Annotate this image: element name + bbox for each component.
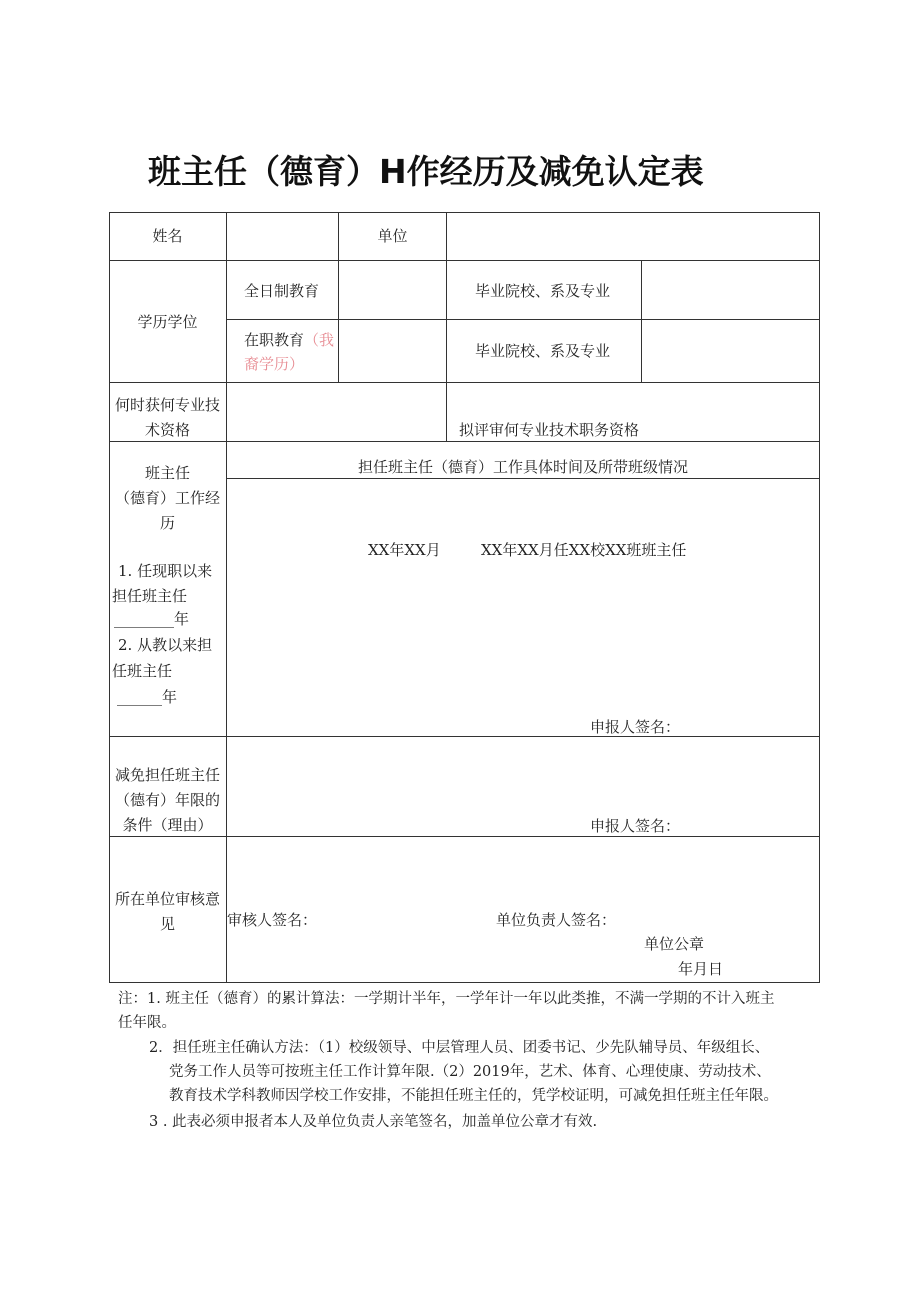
name-field[interactable] [227,213,338,260]
unit-label: 单位 [377,227,408,245]
experience-label-2: （德育）工作经 [114,489,220,507]
reduction-label-3: 条件（理由） [122,816,213,834]
grad-school-field-2[interactable] [642,320,819,382]
unit-field[interactable] [447,213,819,260]
inservice-field[interactable] [339,320,446,382]
fulltime-label: 全日制教育 [244,282,320,300]
experience-item2-line1: 2. 从教以来担 [118,636,213,654]
note-3: 3 . 此表必须申报者本人及单位负责人亲笔签名，加盖单位公章才有效. [149,1114,598,1130]
experience-signature-label: 申报人签名： [590,718,681,736]
review-label-2: 见 [159,915,175,933]
review-label-1: 所在单位审核意 [114,890,220,908]
reduction-label-1: 减免担任班主任 [114,766,220,784]
item1-blank[interactable]: ________ [114,610,174,628]
reduction-label-2: （德有）年限的 [114,791,220,809]
unit-leader-signature-label: 单位负责人签名： [496,911,617,929]
note-1-line-1: 注：1. 班主任（德育）的累计算法：一学期计半年，一学年计一年以此类推，不满一学期的不计入班主 [118,991,775,1007]
qualification-field[interactable] [227,383,446,441]
experience-header: 担任班主任（德育）工作具体时间及所带班级情况 [357,458,688,476]
experience-entry-desc: XX年XX月任XX校XX班班主任 [481,541,687,559]
page-title: 班主任（德育）H作经历及减免认定表 [148,152,704,191]
experience-entry-date: XX年XX月 [368,541,441,559]
grad-school-label-2: 毕业院校、系及专业 [475,342,611,360]
inservice-note-1: （我 [304,331,335,349]
note-1-line-2: 任年限。 [118,1015,176,1031]
experience-label-3: 历 [159,514,175,532]
experience-item2-years: ______年 [117,688,178,706]
item2-blank[interactable]: ______ [117,688,162,706]
experience-label-1: 班主任 [144,464,190,482]
fulltime-field[interactable] [339,261,446,319]
experience-details-field[interactable] [227,479,819,736]
note-2-line-2: 党务工作人员等可按班主任工作计算年限.（2）2019年，艺术、体育、心理使康、劳动技术、 [169,1064,771,1080]
experience-item1-line1: 1. 任现职以来 [118,562,213,580]
qualification-label-1: 何时获何专业技 [114,396,220,414]
education-label: 学历学位 [137,313,198,331]
reviewer-signature-label: 审核人签名： [227,911,318,929]
name-label: 姓名 [152,227,183,245]
note-2-line-1: 2．担任班主任确认方法：（1）校级领导、中层管理人员、团委书记、少先队辅导员、年级组长、 [149,1040,770,1056]
note-2-line-3: 教育技术学科教师因学校工作安排，不能担任班主任的，凭学校证明，可减免担任班主任年限。 [169,1088,778,1104]
reduction-signature-label: 申报人签名： [590,817,681,835]
reduction-reason-field[interactable] [227,737,819,836]
application-form-table [109,212,820,983]
grad-school-label-1: 毕业院校、系及专业 [475,282,611,300]
unit-seal-label: 单位公章 [644,935,705,953]
grad-school-field-1[interactable] [642,261,819,319]
inservice-label: 在职教育（我 [244,331,335,349]
qualification-label-2: 术资格 [144,421,190,439]
experience-item1-line2: 担任班主任 [112,587,188,605]
inservice-note-2: 裔学历） [244,355,305,373]
experience-item2-line2: 任班主任 [112,662,173,680]
review-date-label: 年月日 [678,960,724,978]
proposed-title-label: 拟评审何专业技术职务资格 [459,421,640,439]
experience-item1-years: ________年 [114,610,190,628]
